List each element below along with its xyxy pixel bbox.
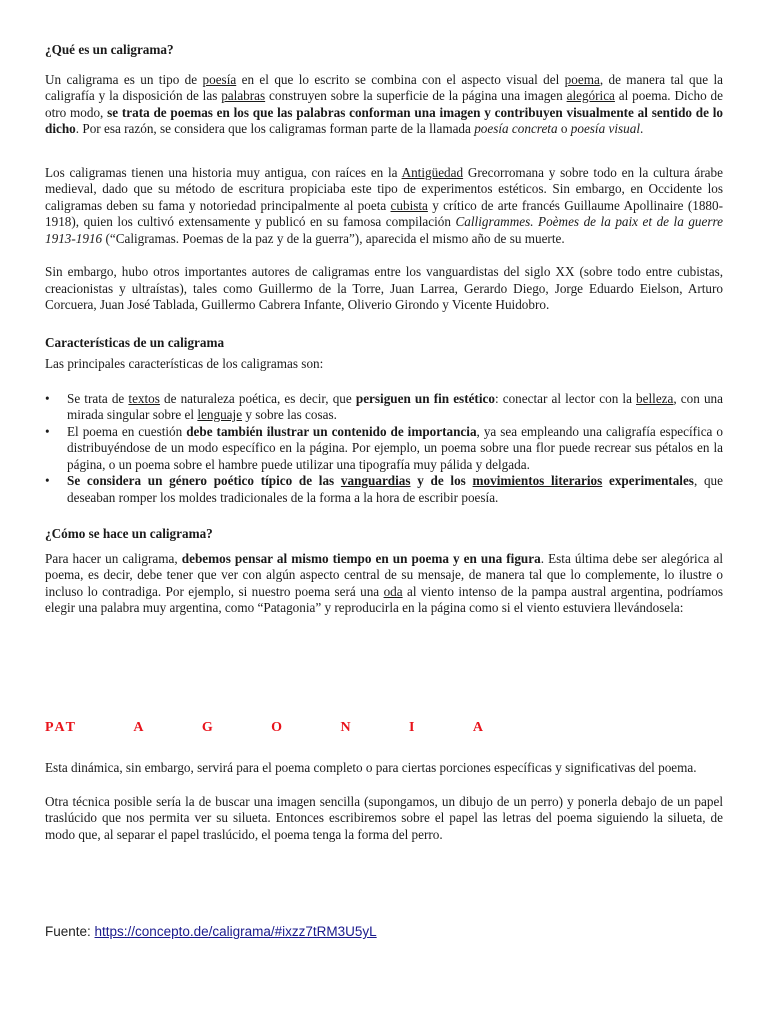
paragraph-autores: Sin embargo, hubo otros importantes autores de caligramas entre los vanguardistas del siglo XX (sobre todo entre cubistas, creacionistas y ultraístas), tales como Guillermo de la Torre, Juan Larrea, Gerardo Diego, Jorge Eduardo Eielson, Arturo Corcuera, Juan José Tablada, Guillermo Cabrera Infante, Oliverio Girondo y Vicente Huidobro. (45, 264, 723, 312)
paragraph-intro-caracteristicas: Las principales características de los caligramas son: (45, 356, 324, 371)
document-body-lower (45, 760, 723, 843)
list-item: • Se trata de textos de naturaleza poética, es decir, que persiguen un fin estético: conectar al lector con la belleza, con una mirada singular sobre el lenguaje y sobre las cosas. (45, 391, 723, 424)
document-body (45, 42, 723, 617)
source-link[interactable]: https://concepto.de/caligrama/#ixzz7tRM3U5yL (94, 924, 377, 939)
link-palabras[interactable]: palabras (221, 88, 266, 103)
list-item: • El poema en cuestión debe también ilustrar un contenido de importancia, ya sea empleando una caligrafía específica o distribuyéndose de un modo específico en la página. Por ejemplo, un poema sobre una flor puede recrear sus pétalos en la página, o un poema sobre el hambre puede utilizar una tipografía muy pálida y delgada. (45, 424, 723, 474)
paragraph-dinamica: Esta dinámica, sin embargo, servirá para el poema completo o para ciertas porciones específicas y significativas del poema. (45, 760, 697, 775)
calligram-letter: G (201, 720, 215, 735)
patagonia-calligram (45, 720, 485, 736)
list-caracteristicas (45, 391, 723, 507)
heading-como-se-hace: ¿Cómo se hace un caligrama? (45, 526, 213, 541)
calligram-letter: A (133, 720, 146, 735)
calligram-letter: N (340, 720, 353, 735)
paragraph-como-se-hace: Para hacer un caligrama, debemos pensar al mismo tiempo en un poema y en una figura. Esta última debe ser alegórica al poema, es decir, debe tener que ver con algún aspecto central de su mensaje, de manera tal que lo complemente, lo ilustre o incluso lo contradiga. Por ejemplo, si nuestro poema será una oda al viento intenso de la pampa austral argentina, podríamos elegir una palabra muy argentina, como “Patagonia” y reproducirla en la página como si el viento estuviera llevándosela: (45, 550, 723, 615)
heading-que-es: ¿Qué es un caligrama? (45, 42, 174, 57)
calligram-letter: PAT (45, 720, 77, 735)
calligram-letter: O (271, 720, 285, 735)
link-alegorica[interactable]: alegórica (566, 88, 615, 103)
paragraph-definicion: Un caligrama es un tipo de poesía en el que lo escrito se combina con el aspecto visual del poema, de manera tal que la caligrafía y la disposición de las palabras construyen sobre la superficie de la página una imagen alegórica al poema. Dicho de otro modo, se trata de poemas en los que las palabras conforman una imagen y contribuyen visualmente al sentido de lo dicho. Por esa razón, se considera que los caligramas forman parte de la llamada poesía concreta o poesía visual. (45, 71, 723, 136)
paragraph-historia: Los caligramas tienen una historia muy antigua, con raíces en la Antigüedad Grecorromana y sobre todo en la cultura árabe medieval, dado que su método de escritura propiciaba este tipo de experimentos estéticos. Sin embargo, en Occidente los caligramas deben su fama y notoriedad principalmente al poeta cubista y crítico de arte francés Guillaume Apollinaire (1880-1918), quien los cultivó extensamente y publicó en su famosa compilación Calligrammes. Poèmes de la paix et de la guerre 1913-1916 (“Caligramas. Poemas de la paz y de la guerra”), aparecida el mismo año de su muerte. (45, 164, 724, 246)
calligram-letter: A (472, 720, 485, 735)
heading-caracteristicas: Características de un caligrama (45, 334, 225, 350)
link-cubista[interactable]: cubista (390, 197, 428, 213)
link-poema[interactable]: poema (564, 71, 600, 87)
link-movimientos-literarios[interactable]: movimientos literarios (472, 473, 603, 488)
link-poesia[interactable]: poesía (202, 71, 237, 87)
paragraph-otra-tecnica: Otra técnica posible sería la de buscar una imagen sencilla (supongamos, un dibujo de un perro) y ponerla debajo de un papel traslúcido que nos permita ver su silueta. Entonces escribiremos sobre el papel las letras del poema siguiendo la silueta, de modo que, al separar el papel traslúcido, el poema tenga la forma del perro. (45, 793, 723, 842)
source-label: Fuente: (45, 924, 95, 939)
calligram-letter: I (408, 720, 417, 735)
link-vanguardias[interactable]: vanguardias (340, 473, 411, 488)
source-line (45, 924, 377, 939)
link-belleza[interactable]: belleza (636, 390, 674, 406)
list-item: • Se considera un género poético típico de las vanguardias y de los movimientos literarios experimentales, que deseaban romper los moldes tradicionales de la forma a la hora de escribir poesía. (45, 473, 723, 506)
link-oda[interactable]: oda (383, 583, 403, 599)
link-antiguedad[interactable]: Antigüedad (401, 164, 464, 180)
link-textos[interactable]: textos (128, 390, 160, 406)
link-lenguaje[interactable]: lenguaje (197, 407, 243, 422)
